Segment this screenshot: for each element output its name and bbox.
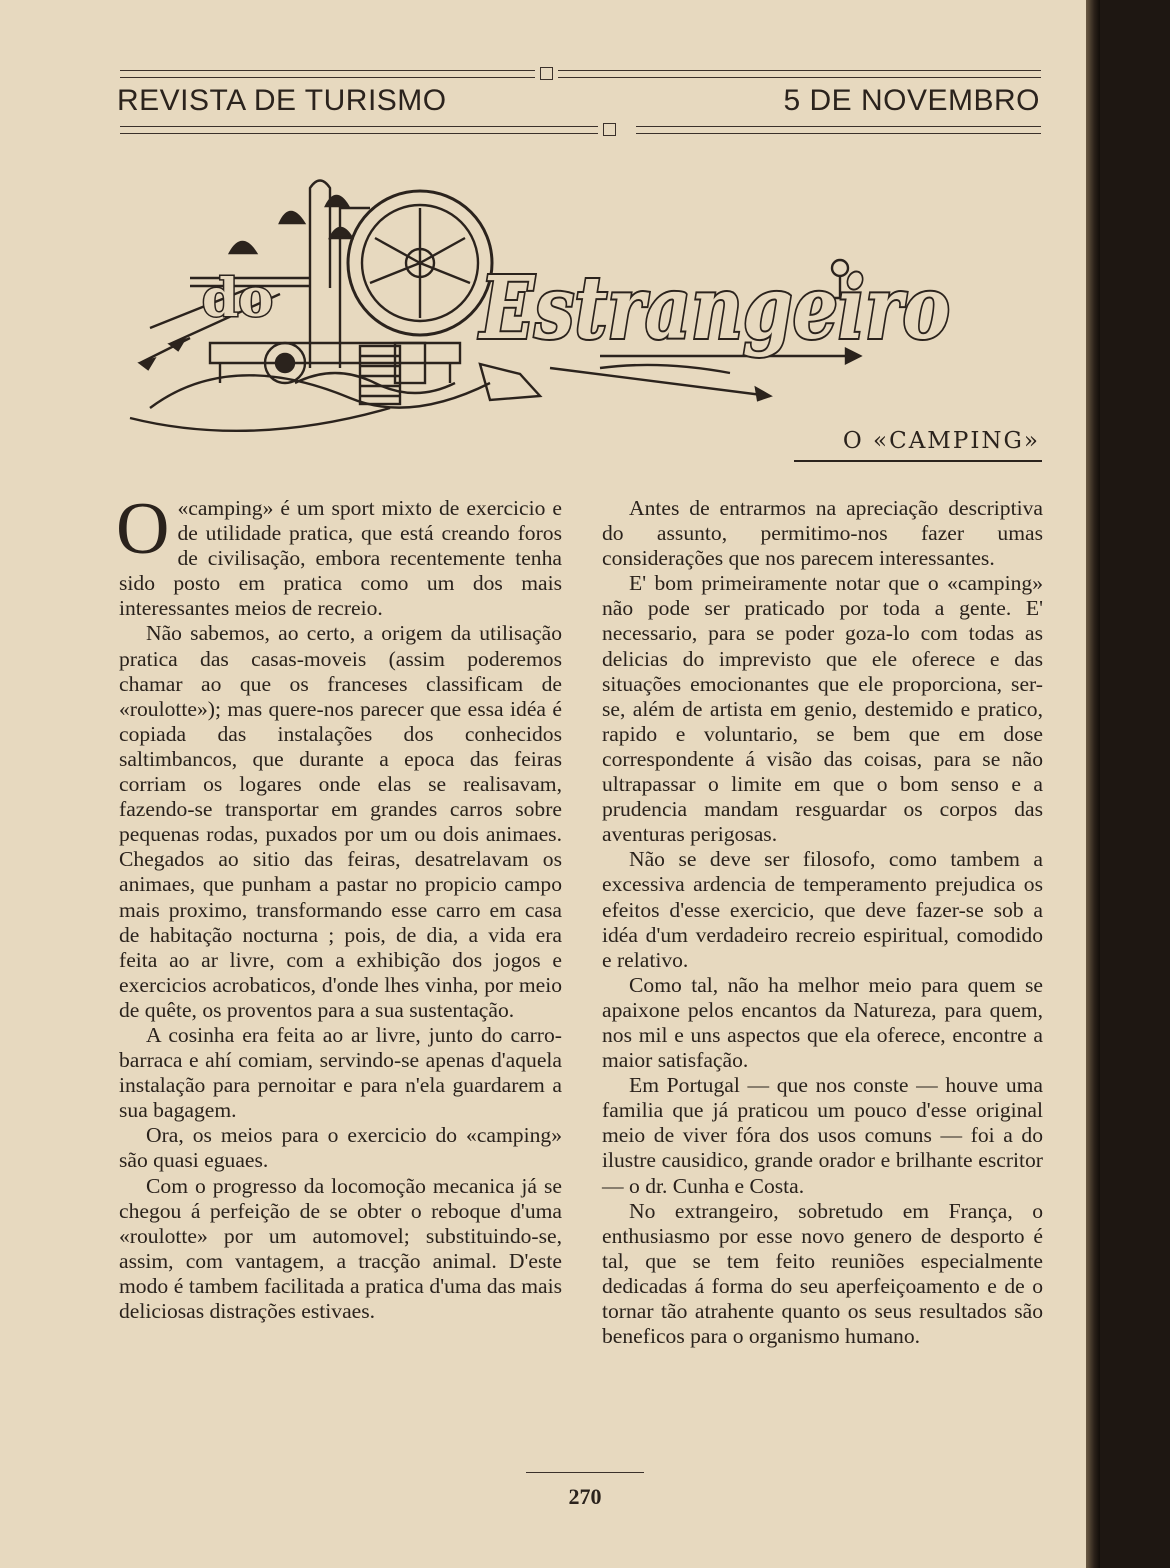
paragraph: Não se deve ser filosofo, como tambem a excessiva ardencia de temperamento prejudica os efeitos d'esse exercicio, que deve fazer-se sob a idéa d'um verdadeiro recreio espiritual, comodido e relativo. bbox=[602, 847, 1043, 972]
book-spine-edge bbox=[1086, 0, 1100, 1568]
paragraph-text: «camping» é um sport mixto de exercicio e de utilidade pratica, que está creando foros de civilisação, embora recentemente tenha sido posto em pratica como um dos mais interessantes meios de recreio. bbox=[119, 496, 562, 621]
paragraph: Como tal, não ha melhor meio para quem se apaixone pelos encantos da Natureza, para quem, nos mil e uns aspectos que ela oferece, encontre a maior satisfação. bbox=[602, 972, 1043, 1073]
footer-rule bbox=[526, 1472, 644, 1473]
header-rule-bottom-left bbox=[120, 126, 598, 134]
drop-cap-letter: O bbox=[116, 488, 170, 570]
header-rule-top-left bbox=[120, 70, 535, 78]
header-rule-bottom-right bbox=[636, 126, 1041, 134]
paragraph: Com o progresso da locomoção mecanica já se chegou á perfeição de se obter o reboque d'uma «roulotte» por um automovel; substituindo-se, assim, com vantagem, a tracção animal. D'este modo é tambem facilitada a pratica d'uma das mais deliciosas distrações estivaes. bbox=[119, 1173, 562, 1323]
banner-word-do: do bbox=[202, 268, 274, 329]
article-left-column bbox=[116, 488, 562, 1324]
ornament-square-top bbox=[540, 67, 553, 80]
paragraph: Antes de entrarmos na apreciação descriptiva do assunto, permitimo-nos fazer umas considerações que nos parecem interessantes. bbox=[602, 496, 1043, 571]
article-right-column bbox=[602, 496, 1043, 1349]
paragraph: Não sabemos, ao certo, a origem da utilisação pratica das casas-moveis (assim poderemos chamar ao que os franceses classificam de «roulotte»); mas quere-nos parecer que essa idéa é copiada das instalações dos conhecidos saltimbancos, que durante a epoca das feiras corriam os logares onde elas se realisavam, fazendo-se transportar em grandes carros sobre pequenas rodas, puxados por um ou dois animaes. Chegados ao sitio das feiras, desatrelavam os animaes, que punham a pastar no propicio campo mais proximo, transformando esse carro em casa de habitação nocturna ; pois, de dia, a vida era feita ao ar livre, com a exhibição dos jogos e exercicios acrobaticos, d'onde lhes vinha, por meio de quête, os proventos para a sua sustentação. bbox=[119, 621, 562, 1022]
subtitle-underline bbox=[794, 460, 1042, 462]
banner-word-estrangeiro: Estrangeiro bbox=[477, 258, 950, 359]
header-rule-top-right bbox=[558, 70, 1041, 78]
section-banner-illustration bbox=[130, 168, 960, 438]
paragraph: Ora, os meios para o exercicio do «camping» são quasi eguaes. bbox=[119, 1123, 562, 1173]
page-number: 270 bbox=[568, 1484, 602, 1509]
paragraph: No extrangeiro, sobretudo em França, o enthusiasmo por esse novo genero de desporto é tal, que se tem feito reuniões especialmente dedicadas á forma do seu aperfeiçoamento e de o tornar tão atrahente quanto os seus resultados são beneficos para o organismo humano. bbox=[602, 1198, 1043, 1349]
magazine-title: REVISTA DE TURISMO bbox=[117, 84, 447, 117]
ornament-square-bottom bbox=[603, 123, 616, 136]
paragraph: A cosinha era feita ao ar livre, junto do carro-barraca e ahí comiam, servindo-se apenas d'aquela instalação para pernoitar e para n'ela guardarem a sua bagagem. bbox=[119, 1022, 562, 1123]
issue-date: 5 DE NOVEMBRO bbox=[783, 84, 1040, 117]
paragraph: Em Portugal — que nos conste — houve uma familia que já praticou um pouco d'esse original meio de viver fóra dos usos comuns — foi a do ilustre causidico, grande orador e brilhante escritor — o dr. Cunha e Costa. bbox=[602, 1073, 1043, 1198]
paragraph bbox=[116, 488, 562, 621]
article-subtitle: O «CAMPING» bbox=[842, 428, 1040, 454]
paragraph: E' bom primeiramente notar que o «camping» não pode ser praticado por toda a gente. E' necessario, para se poder goza-lo com todas as delicias do imprevisto que ele oferece e das situações emocionantes que ele proporciona, ser-se, além de artista em genio, destemido e pratico, rapido e voluntario, se bem que em dose correspondente á visão das coisas, para se não ultrapassar o limite em que o bom senso e a prudencia mandam resguardar os corpos das aventuras perigosas. bbox=[602, 571, 1043, 847]
